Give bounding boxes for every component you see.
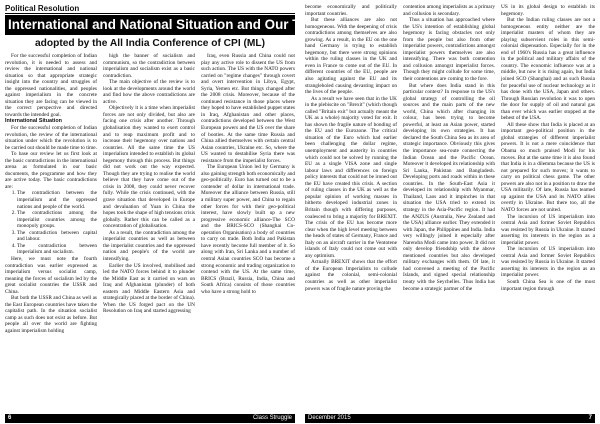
paragraph: contention among imperialists as a primary and collusion is secondary. <box>403 4 495 17</box>
article-title: International and National Situation and Our Tasks <box>5 15 295 35</box>
paragraph: Actually BREXIT shows that the effort of the European Imperialists to collude against the colonial, semi-colonial countries as well as other imperialist powers was of fragile nature proving the <box>305 259 397 292</box>
paragraph: The incursion of US imperialism into central Asia and former Soviet Republics was resisted by Russia in Ukraine. It started asserting its interests in the region as an imperialist power. <box>501 246 595 279</box>
paragraph: All these show that India is placed at an important geo-political position in the global strategies of different imperialist powers. It is not a mere coincidence that Obama so much praised Modi for his moves. But at the same time it is also found that India is in a dilemma because the US is not prepared for such moves; it wants to carry on political chess game. The other powers are also not in a position to draw the USA militarily. Of late, Russia has teamed up against the USA and its NATO allies overtly in Ukraine. But there too, all the NATO forces are not united. <box>501 121 595 213</box>
subheading-international-situation: International Situation <box>5 118 62 125</box>
list-item: 4. The contradiction between imperialism and socialism. <box>17 243 97 256</box>
paragraph: The main objective of the review is to look at the developments around the world and find how the above contradictions are active. <box>103 79 195 105</box>
section-tag: Political Resolution <box>5 4 80 13</box>
paragraph: But these alliances are also not homogeneous. With the deepening of crisis contradictions among themselves are also growing. As a result, in the EU on the one hand Germany is trying to establish hegemony, but there were strong opinions within the ruling classes in the UK and even in France to come out of the EU. In different countries of the EU, people are also agitating against the EU and its strangleholed causing devasting impact on the lives of the people. <box>305 17 397 96</box>
paragraph: As a result we have seen that in the UK in the plebiscite on "Brexit" (which though called "Britain exit" but actually meant the UK as a whole) majority voted for exit. It has shown the fragile nature of bonding of the EU and the Eurozone. The critical situation of the Euro which had earlier been challenging the dollar regime, unemployment and austerity in countries which could not be solved by running the EU as a single VISA zone and single labour laws and differences on foreign policy interests that could not be ironed out the EU have created this crisis. A section of ruling classes in the UK as well as the popular opinion of working masses in hitherto developed industrial zones in Britain though with differing purposes, coalesced to bring a majority for BREXIT. The crisis of the EU has become more clear when the high level meeting between the heads of states of Germany, France and Italy on an aircraft carrier in the Ventotene islands of Italy could not come out with any optimism. <box>305 95 397 259</box>
issue-date: December 2015 <box>308 415 351 421</box>
paragraph: But both the USSR and China as well as the East European countries have taken the capitalist path. In the situation socialist camp as such does not exist as before. But people all over the world are fighting against imperialism holding <box>5 295 97 334</box>
paragraph: US in its global design to establish its hegemony. <box>501 4 595 17</box>
paragraph: South China Sea is one of the most important region through <box>501 278 595 292</box>
contradictions-list <box>5 190 97 255</box>
footer-left <box>5 414 295 423</box>
paragraph: Iraq, even Russia and China could not play any active role to dissent the US from such action. The US with the NATO powers carried on "regime changes" through covert and overt intervention in Libya, Egypt, Syria, Yemen etc. But things changed after the 2008 crisis. Moreover, because of the continued resistance in those places where they hoped to have established puppet states in Iraq, Afghanistan and other places, contradictions developed between the West European powers and the US over the share of booties. At the same time Russia and China allied themselves with certain central Asian countries, Ukraine etc. So, where the US wanted to destabilise Syria there was resistance from the imperialist forces. <box>201 53 295 164</box>
page-number: 6 <box>8 415 12 421</box>
right-page <box>300 0 600 424</box>
paragraph: As a result, the contradiction among the imperialist countries as well as between the imperialist countries and the oppressed nation and people's of the world are intensifying. <box>103 229 195 262</box>
paragraph: The European Union led by Germany is also gaining strength both economically and geo-politically. Euro has turned out to be a contender of dollar in international trade. Moreover the alliance between Russia, still a military super power, and China to regain other forces for with their geo-political interest, have slowly built up a new progressive economic alliance-The SCO and the BRICS-SCO (Shanghai Co-operation Organisation) a body of countries to carry on trade. Both India and Pakistan have recently become full member of it. So along with Iran, Sri Lanka and a number of central Asian countries SCO has become a strong economic and trading organization to contend with the US. At the same time, BRICS (Brazil, Russia, India, China and South Africa) consists of those countries who have a strong hold to <box>201 164 295 295</box>
column-2 <box>103 53 195 411</box>
paragraph: But where does India stand in this particular context? In response to the US's global strategy of controlling the oil sources and the main parts of the new world, China which after changing its colour, has been trying to become powerful, at least an Asian power, started developing its own strategies. It has declared the South China Sea as its area of strategic importance. Obviously this gives the importance sea-route connecting the Indian Ocean and the Pacific Ocean. Moreover it developed its relationship with Sri Lanka, Pakistan and Bangladesh. Developing ports and roads within in these countries. In the South-East Asia it developed its relationship with Myanmar, Thailand, Laos and it impinches in that situation the USA tried to extend its strategy in the Asia-Pacific region. It had the ANZUS (Australia, New Zealand and the USA) alliance earlier. They extended it with Japan, the Philippines and India. India very willingly joined it especially after Narendra Modi came into power. It did not only develop friendship with the above mentioned countries but also developed military exchanges with them. Of late, it had convened a meeting of the Pacific Islands, and signed special relationship treaty with the Seychelles. Thus India has become a strategic partner of the <box>403 82 495 292</box>
paragraph: For the successful completion of Indian revolution, the review of the international situation under which the revolution is to be carried out should be made time to time. <box>5 125 97 151</box>
paragraph: Objectively it is a time when imperialist forces are not only divided, but also are facing one crisis after another. Through globalisation they wanted to exert control and to reap maximum profit and to increase their hegemony over nations and countries. All the same time the US imperialism intended to establish its global hegemony through this process. But things did not work out the way expected. Though they are trying to realise the world believe that they have come out of the crisis in 2008, they could never recover fully. While the crisis continued, with the grave situation that developed in Europe and devaluation of Yuan in China the hopes took the shape of high tensions crisis globally. Rather this can be called as a concentration of globalisation. <box>103 105 195 230</box>
paragraph: Here, we must note the fourth contradiction was earlier expressed as imperialism versus socialist camp, meaning the forces of socialism led by the great socialist countries the USSR and China. <box>5 255 97 295</box>
paragraph: But the Indian ruling classes are not a homogeneous entity neither are the imperialist masters of whom they are playing subservient roles in this semi-colonial dispensation. Especially for in the end of 1960's Russia has a great influence in the political and military affairs of the country. The economic influence was at a middle, but now it is rising again, but India joined SCO (Shanghai) and as such Russia for peaceful use of nuclear technology as it has done with the USA, Japan and others. Through Russian revolution it was to open the door for supply of oil and natural gas than ever which was earlier stopped at the behest of the USA. <box>501 17 595 122</box>
paragraph: become economically and politically important countries. <box>305 4 397 17</box>
article-subtitle: adopted by the All India Conference of CPI (ML) <box>35 38 265 49</box>
column-4 <box>305 4 397 411</box>
publication-name: Class Struggle <box>252 415 292 421</box>
list-item: 1. The contradiction between the imperialism and the oppressed nations and people of the world. <box>17 190 97 210</box>
header-rule <box>5 13 295 14</box>
paragraph: high the banner of socialism and communism, so the contradiction between imperialism and socialism exist as a basic contradiction. <box>103 53 195 79</box>
list-item: 2. The contradictions among the imperialist countries among the monopoly groups. <box>17 210 97 230</box>
page-number: 7 <box>588 415 592 421</box>
paragraph: Thus a situation has approached where the US's intention of establishing global hegemony is facing obstacles not only from the people but also from other imperialist powers, contradictions amongst imperialist powers themselves are also intensifying. There was both contention and collusion amongst imperialist forces. Though they might collude for some time, their contentions are coming to the fore. <box>403 17 495 83</box>
paragraph: For the successful completion of Indian revolution, it is needed to assess and review the international and national situation so that appropriate strategic insight into the country and struggles of the oppressed nationalities, and peoples against imperialism in the concrete situation they are facing can be viewed in the correct perspective and directed towards the intended goal. <box>5 53 97 118</box>
paragraph: Earlier the US involved, mobilised and led the NATO forces behind it to plunder the Middle East as it carried on wars on Iraq and Afghanistan (plunder) of both eastern and Middle Eastern Asia and strategically placed at the border of China). When the US forged pact on the UN Resolution on Iraq and started aggressing <box>103 262 195 315</box>
column-5 <box>403 4 495 411</box>
column-6 <box>501 4 595 411</box>
paragraph: The incursion of US imperialism into central Asia and former Soviet Republics was resisted by Russia in Ukraine. It started asserting its interests in the region as a imperialist power. <box>501 213 595 246</box>
footer-right <box>305 414 595 423</box>
list-item: 3. The contradiction between capital and labour. <box>17 230 97 243</box>
column-1 <box>5 53 97 411</box>
paragraph: To base our review let us first look at the basic contradictions in the international arena as formulated in our basic documents, the programme and how they are active today. The basic contradictions are: <box>5 151 97 190</box>
column-3 <box>201 53 295 411</box>
